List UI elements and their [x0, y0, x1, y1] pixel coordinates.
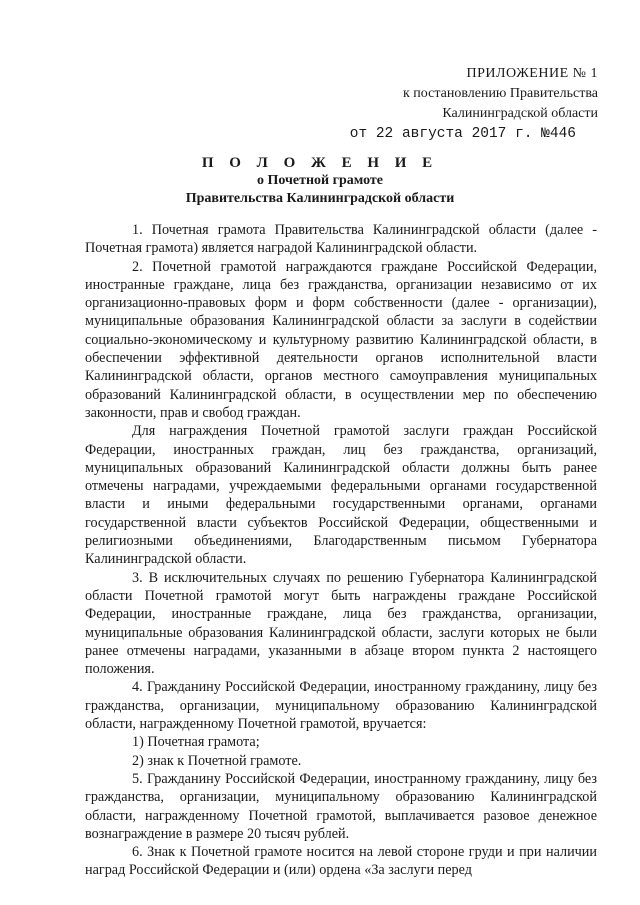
paragraph-3: 3. В исключительных случаях по решению Губернатора Калининградской области Почетной грамотой могут быть награждены граждане Российской Федерации, иностранные граждане, лица без гражданства, организации, муниципальные образования Калининградской области, заслуги которых не были ранее отмечены наградами, указанными в абзаце втором пункта 2 настоящего положения. — [85, 569, 597, 678]
appendix-region-line: Калининградской области — [442, 106, 598, 121]
paragraph-6: 6. Знак к Почетной грамоте носится на левой стороне груди и при наличии наград Российской Федерации и (или) ордена «За заслуги перед — [85, 844, 597, 879]
appendix-title: ПРИЛОЖЕНИЕ № 1 — [466, 66, 598, 81]
appendix-block — [349, 64, 598, 144]
paragraph-2-second-part: Для награждения Почетной грамотой заслуги граждан Российской Федерации, иностранных граждан, лиц без гражданства, организаций, муниципальных образований Калининградской области должны быть ранее отмечены наградами, учреждаемыми федеральными органами государственной власти и иными федеральными государственными органами, органами государственной власти субъектов Российской Федерации, общественными и религиозными объединениями, Благодарственным письмом Губернатора Калининградской области. — [85, 423, 597, 568]
list-item-certificate: 1) Почетная грамота; — [132, 734, 260, 751]
appendix-date-number: от 22 августа 2017 г. №446 — [349, 126, 576, 142]
list-item-badge: 2) знак к Почетной грамоте. — [132, 752, 302, 769]
appendix-resolution-line: к постановлению Правительства — [402, 86, 598, 101]
document-body — [85, 221, 597, 880]
paragraph-5: 5. Гражданину Российской Федерации, иностранному гражданину, лицу без гражданства, организации, муниципальному образованию Калининградской области, награжденному Почетной грамотой, выплачивается разовое денежное вознаграждение в размере 20 тысяч рублей. — [85, 770, 597, 842]
document-title: П О Л О Ж Е Н И Е — [201, 155, 439, 171]
document-subtitle: о Почетной грамоте — [256, 173, 384, 188]
document-subtitle-government: Правительства Калининградской области — [185, 191, 455, 206]
paragraph-1: 1. Почетная грамота Правительства Калининградской области (далее - Почетная грамота) является наградой Калининградской области. — [85, 222, 597, 257]
paragraph-2: 2. Почетной грамотой награждаются граждане Российской Федерации, иностранные граждане, лица без гражданства, организации независимо от их организационно-правовых форм и форм собственности (далее - организации), муниципальные образования Калининградской области за заслуги в содействии социально-экономическому и культурному развитию Калининградской области, в обеспечении эффективной деятельности органов исполнительной власти Калининградской области, органов местного самоуправления муниципальных образований Калининградской области, в осуществлении мер по обеспечению законности, прав и свобод граждан. — [85, 258, 597, 421]
document-heading — [0, 154, 640, 208]
paragraph-4: 4. Гражданину Российской Федерации, иностранному гражданину, лицу без гражданства, организации, муниципальному образованию Калининградской области, награжденному Почетной грамотой, вручается: — [85, 679, 597, 733]
